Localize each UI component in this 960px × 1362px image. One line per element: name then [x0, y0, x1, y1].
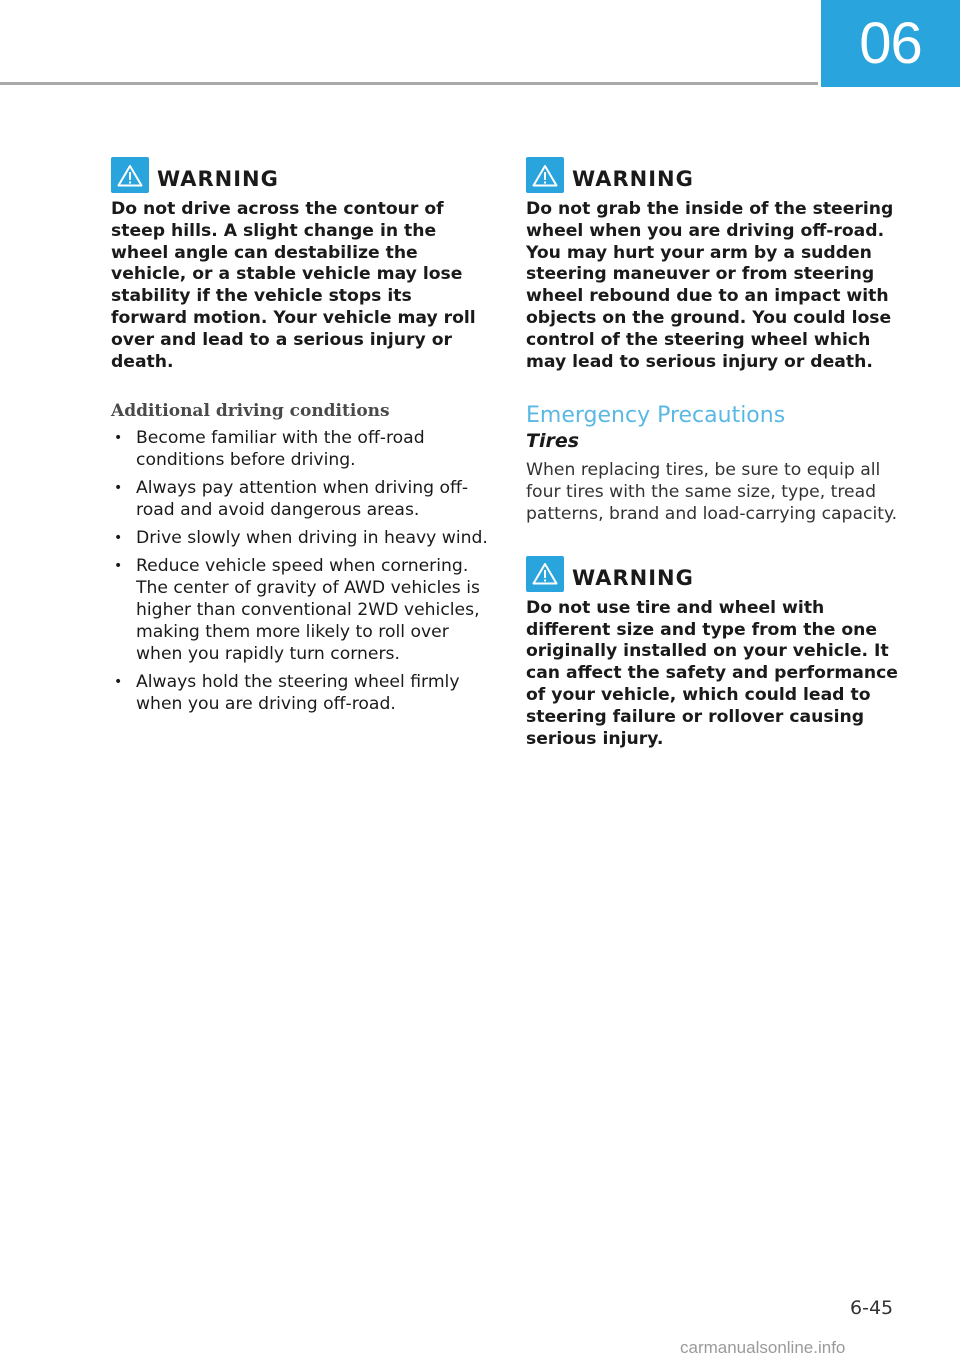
list-item: • Become familiar with the off-road conditions before driving.	[114, 428, 425, 471]
left-column	[111, 157, 489, 721]
tires-paragraph: When replacing tires, be sure to equip all four tires with the same size, type, tread patterns, brand and load-carrying capacity.	[526, 460, 898, 524]
subheading-additional-driving: Additional driving conditions	[111, 401, 390, 422]
section-title-emergency: Emergency Precautions	[526, 403, 786, 429]
warning-title: WARNING	[572, 565, 694, 590]
warning-body: Do not drive across the contour of steep hills. A slight change in the wheel angle can destabilize the vehicle, or a stable vehicle may lose stability if the vehicle stops its forward motion. Your vehicle may roll over and lead to a serious injury or death.	[111, 199, 476, 372]
warning-heading	[111, 157, 489, 193]
page-number: 6-45	[850, 1297, 894, 1319]
list-item: • Always pay attention when driving off-road and avoid dangerous areas.	[114, 478, 469, 521]
sub-title-tires: Tires	[526, 430, 580, 453]
warning-heading	[526, 157, 906, 193]
warning-triangle-icon	[111, 157, 149, 193]
warning-title: WARNING	[157, 167, 279, 191]
chapter-tab: 06	[821, 0, 960, 87]
driving-conditions-list	[111, 427, 489, 715]
watermark-text: carmanualsonline.info	[680, 1338, 846, 1357]
right-column	[526, 157, 906, 750]
warning-triangle-icon	[526, 157, 564, 193]
list-item: • Always hold the steering wheel firmly when you are driving off-road.	[114, 672, 460, 715]
warning-triangle-icon	[526, 556, 564, 592]
warning-title: WARNING	[572, 167, 694, 191]
warning-body: Do not grab the inside of the steering wheel when you are driving off-road. You may hurt your arm by a sudden steering maneuver or from steering wheel rebound due to an impact with objects on the ground. You could lose control of the steering wheel which may lead to serious injury or death.	[526, 199, 894, 372]
warning-body: Do not use tire and wheel with different size and type from the one originally installed on your vehicle. It can affect the safety and performance of your vehicle, which could lead to steering failure or rollover causing serious injury.	[526, 597, 898, 749]
list-item: • Reduce vehicle speed when cornering. The center of gravity of AWD vehicles is higher than conventional 2WD vehicles, making them more likely to roll over when you rapidly turn corners.	[114, 556, 480, 665]
warning-heading	[526, 556, 906, 592]
list-item: • Drive slowly when driving in heavy wind.	[114, 528, 488, 549]
header-rule	[0, 82, 818, 85]
